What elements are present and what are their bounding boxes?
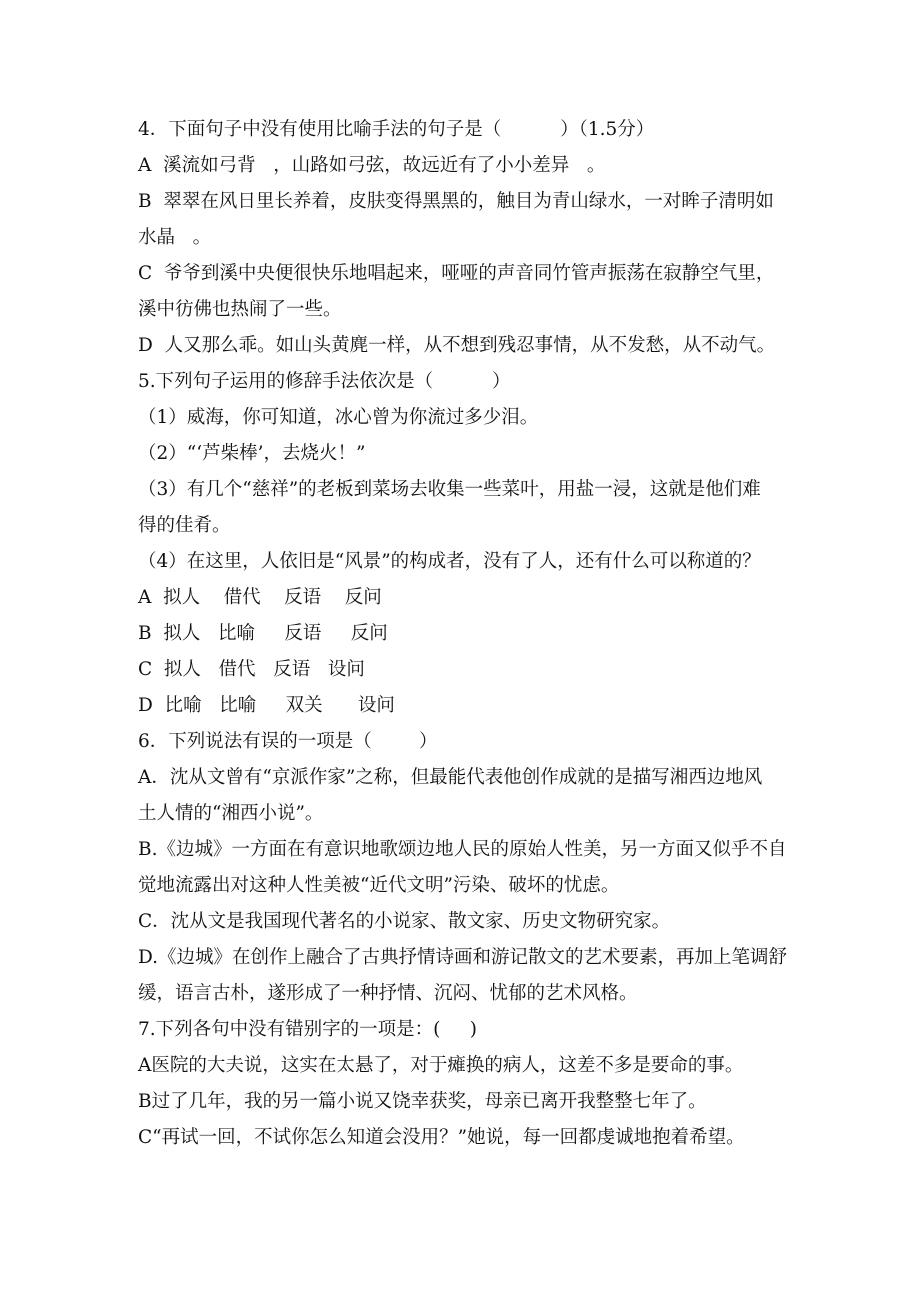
- question-5-option-c: C 拟人 借代 反语 设问: [138, 659, 365, 680]
- question-5-option-b: B 拟人 比喻 反语 反问: [138, 623, 388, 644]
- question-5-stem: 5.下列句子运用的修辞手法依次是（ ）: [138, 371, 511, 392]
- question-5-sentence-2: （2）“‘芦柴棒’，去烧火！”: [138, 443, 366, 464]
- question-4-stem: 4．下面句子中没有使用比喻手法的句子是（ ）（1.5分）: [138, 119, 655, 140]
- question-4-option-c-cont: 溪中彷佛也热闹了一些。: [138, 299, 342, 320]
- question-7-option-a: A医院的大夫说，这实在太悬了，对于瘫换的病人，这差不多是要命的事。: [138, 1055, 744, 1076]
- question-6-option-d: D.《边城》在创作上融合了古典抒情诗画和游记散文的艺术要素，再加上笔调舒: [138, 947, 788, 968]
- question-6-option-d-cont: 缓，语言古朴，遂形成了一种抒情、沉闷、忧郁的艺术风格。: [138, 983, 638, 1004]
- question-5-sentence-3: （3）有几个“慈祥”的老板到菜场去收集一些菜叶，用盐一浸，这就是他们难: [138, 479, 761, 500]
- question-5-sentence-1: （1）威海，你可知道，冰心曾为你流过多少泪。: [138, 407, 539, 428]
- question-4-option-b-cont: 水晶 。: [138, 227, 212, 248]
- question-4-option-b: B 翠翠在风日里长养着，皮肤变得黑黑的，触目为青山绿水，一对眸子清明如: [138, 191, 774, 212]
- question-6-option-c: C．沈从文是我国现代著名的小说家、散文家、历史文物研究家。: [138, 911, 671, 932]
- question-7-option-c: C“再试一回，不试你怎么知道会没用？”她说，每一回都虔诚地抱着希望。: [138, 1127, 745, 1148]
- question-6-option-b-cont: 觉地流露出对这种人性美被“近代文明”污染、破坏的忧虑。: [138, 875, 620, 896]
- question-6-stem: 6．下列说法有误的一项是（ ）: [138, 731, 438, 752]
- question-5-option-a: A 拟人 借代 反语 反问: [138, 587, 382, 608]
- question-4-option-d: D 人又那么乖。如山头黄麂一样，从不想到残忍事情，从不发愁，从不动气。: [138, 335, 776, 356]
- question-4-option-c: C 爷爷到溪中央便很快乐地唱起来，哑哑的声音同竹管声振荡在寂静空气里，: [138, 263, 775, 284]
- question-5-option-d: D 比喻 比喻 双关 设问: [138, 695, 395, 716]
- question-6-option-a-cont: 土人情的“湘西小说”。: [138, 803, 324, 824]
- question-5-sentence-4: （4）在这里，人依旧是“风景”的构成者，没有了人，还有什么可以称道的？: [138, 551, 761, 572]
- question-7-option-b: B过了几年，我的另一篇小说又饶幸获奖，母亲已离开我整整七年了。: [138, 1091, 707, 1112]
- question-5-sentence-3-cont: 得的佳肴。: [138, 515, 231, 536]
- question-7-stem: 7.下列各句中没有错别字的一项是：( ): [138, 1019, 477, 1040]
- question-6-option-b: B.《边城》一方面在有意识地歌颂边地人民的原始人性美，另一方面又似乎不自: [138, 839, 787, 860]
- question-6-option-a: A．沈从文曾有“京派作家”之称，但最能代表他创作成就的是描写湘西边地风: [138, 767, 763, 788]
- question-4-option-a: A 溪流如弓背 ，山路如弓弦，故远近有了小小差异 。: [138, 155, 606, 176]
